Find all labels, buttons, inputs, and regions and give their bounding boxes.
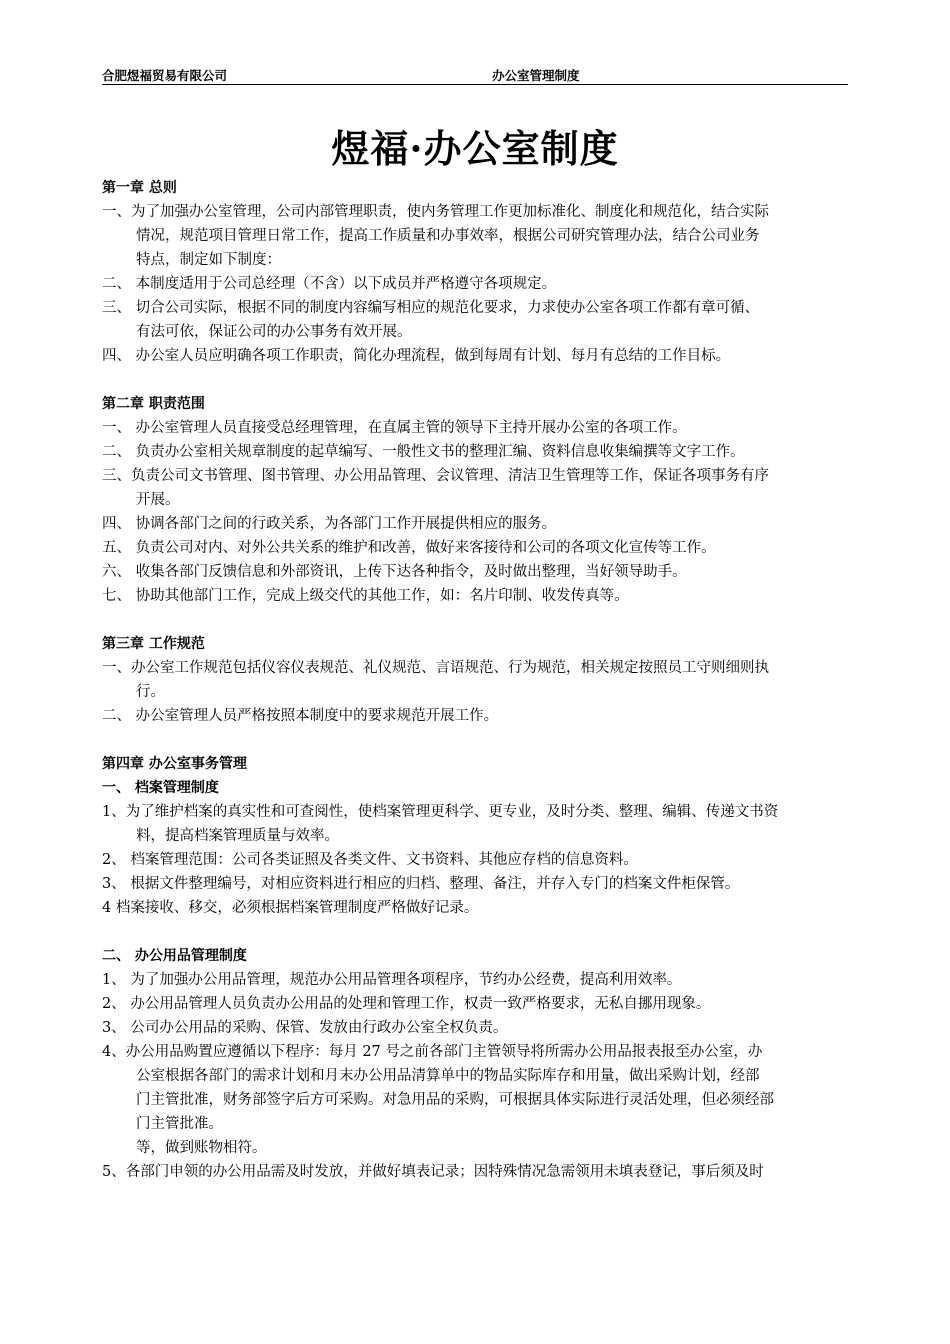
paragraph-line: 六、 收集各部门反馈信息和外部资讯，上传下达各种指令，及时做出整理，当好领导助手。 (102, 564, 687, 580)
chapter-3-heading: 第三章 工作规范 (102, 636, 205, 652)
paragraph (102, 800, 848, 848)
page-header (102, 66, 848, 85)
paragraph-line: 2、 档案管理范围：公司各类证照及各类文件、文书资料、其他应存档的信息资料。 (102, 852, 638, 868)
paragraph (102, 848, 848, 872)
paragraph-continuation-line: 料，提高档案管理质量与效率。 (136, 828, 339, 844)
paragraph-line: 七、 协助其他部门工作，完成上级交代的其他工作，如：名片印制、收发传真等。 (102, 588, 629, 604)
paragraph-line: 一、办公室工作规范包括仪容仪表规范、礼仪规范、言语规范、行为规范，相关规定按照员工守则细则执 (102, 660, 769, 676)
paragraph-continuation-line: 开展。 (136, 492, 180, 508)
document-body (102, 176, 848, 1184)
paragraph-continuation-line: 门主管批准，财务部签字后方可采购。对急用品的采购，可根据具体实际进行灵活处理，但必须经部 (136, 1092, 774, 1108)
section-archive-items (102, 800, 848, 920)
paragraph-line: 2、 办公用品管理人员负责办公用品的处理和管理工作，权责一致严格要求，无私自挪用现象。 (102, 996, 711, 1012)
section-supplies-heading: 二、 办公用品管理制度 (102, 948, 247, 964)
paragraph (102, 872, 848, 896)
paragraph-line: 1、 为了加强办公用品管理，规范办公用品管理各项程序，节约办公经费，提高利用效率。 (102, 972, 682, 988)
paragraph (102, 896, 848, 920)
section-archive-heading: 一、 档案管理制度 (102, 780, 219, 796)
paragraph (102, 1160, 848, 1184)
paragraph (102, 512, 848, 536)
paragraph (102, 296, 848, 344)
paragraph-line: 三、 切合公司实际，根据不同的制度内容编写相应的规范化要求，力求使办公室各项工作都有章可循、 (102, 300, 760, 316)
chapter-2-items (102, 416, 848, 608)
paragraph (102, 440, 848, 464)
chapter-4-heading: 第四章 办公室事务管理 (102, 756, 247, 772)
chapter-3-items (102, 656, 848, 728)
paragraph (102, 1016, 848, 1040)
paragraph-continuation-line: 门主管批准。 (136, 1116, 223, 1132)
paragraph-line: 四、 办公室人员应明确各项工作职责，简化办理流程，做到每周有计划、每月有总结的工作目标。 (102, 348, 731, 364)
paragraph (102, 416, 848, 440)
paragraph (102, 272, 848, 296)
paragraph-continuation-line: 有法可依，保证公司的办公事务有效开展。 (136, 324, 412, 340)
chapter-2-heading: 第二章 职责范围 (102, 396, 205, 412)
chapter-1-items (102, 200, 848, 368)
paragraph-line: 4、办公用品购置应遵循以下程序：每月 27 号之前各部门主管领导将所需办公用品报表报至办公室，办 (102, 1044, 763, 1060)
paragraph-line: 二、 办公室管理人员严格按照本制度中的要求规范开展工作。 (102, 708, 499, 724)
paragraph (102, 1040, 848, 1160)
paragraph (102, 656, 848, 704)
paragraph (102, 584, 848, 608)
paragraph-continuation-line: 情况，规范项目管理日常工作，提高工作质量和办事效率，根据公司研究管理办法，结合公司业务 (136, 228, 760, 244)
paragraph-line: 一、为了加强办公室管理，公司内部管理职责，使内务管理工作更加标准化、制度化和规范化，结合实际 (102, 204, 769, 220)
paragraph (102, 704, 848, 728)
paragraph (102, 992, 848, 1016)
paragraph-line: 三、负责公司文书管理、图书管理、办公用品管理、会议管理、清洁卫生管理等工作，保证各项事务有序 (102, 468, 769, 484)
paragraph-continuation-line: 公室根据各部门的需求计划和月末办公用品清算单中的物品实际库存和用量，做出采购计划，经部 (136, 1068, 760, 1084)
paragraph (102, 200, 848, 272)
paragraph-line: 4 档案接收、移交，必须根据档案管理制度严格做好记录。 (102, 900, 479, 916)
paragraph (102, 560, 848, 584)
paragraph-line: 四、 协调各部门之间的行政关系，为各部门工作开展提供相应的服务。 (102, 516, 557, 532)
header-doc-name: 办公室管理制度 (492, 68, 580, 83)
paragraph (102, 968, 848, 992)
paragraph-line: 二、 本制度适用于公司总经理（不含）以下成员并严格遵守各项规定。 (102, 276, 557, 292)
document-title: 煜福·办公室制度 (331, 126, 619, 171)
paragraph-line: 5、各部门申领的办公用品需及时发放，并做好填表记录；因特殊情况急需领用未填表登记，事后须及时 (102, 1164, 764, 1180)
paragraph (102, 464, 848, 512)
paragraph-continuation-line: 行。 (136, 684, 165, 700)
paragraph-continuation-line: 等，做到账物相符。 (136, 1140, 267, 1156)
paragraph (102, 344, 848, 368)
paragraph-line: 3、 公司办公用品的采购、保管、发放由行政办公室全权负责。 (102, 1020, 508, 1036)
paragraph-line: 1、为了维护档案的真实性和可查阅性，使档案管理更科学、更专业，及时分类、整理、编辑、传递文书资 (102, 804, 779, 820)
paragraph-line: 五、 负责公司对内、对外公共关系的维护和改善，做好来客接待和公司的各项文化宣传等工作。 (102, 540, 716, 556)
header-company: 合肥煜福贸易有限公司 (102, 68, 228, 83)
paragraph-continuation-line: 特点，制定如下制度： (136, 252, 281, 268)
paragraph-line: 3、 根据文件整理编号，对相应资料进行相应的归档、整理、备注，并存入专门的档案文件柜保管。 (102, 876, 740, 892)
section-supplies-items (102, 968, 848, 1184)
paragraph-line: 一、 办公室管理人员直接受总经理管理，在直属主管的领导下主持开展办公室的各项工作。 (102, 420, 687, 436)
paragraph (102, 536, 848, 560)
chapter-1-heading: 第一章 总则 (102, 180, 177, 196)
paragraph-line: 二、 负责办公室相关规章制度的起草编写、一般性文书的整理汇编、资料信息收集编撰等文字工作。 (102, 444, 745, 460)
